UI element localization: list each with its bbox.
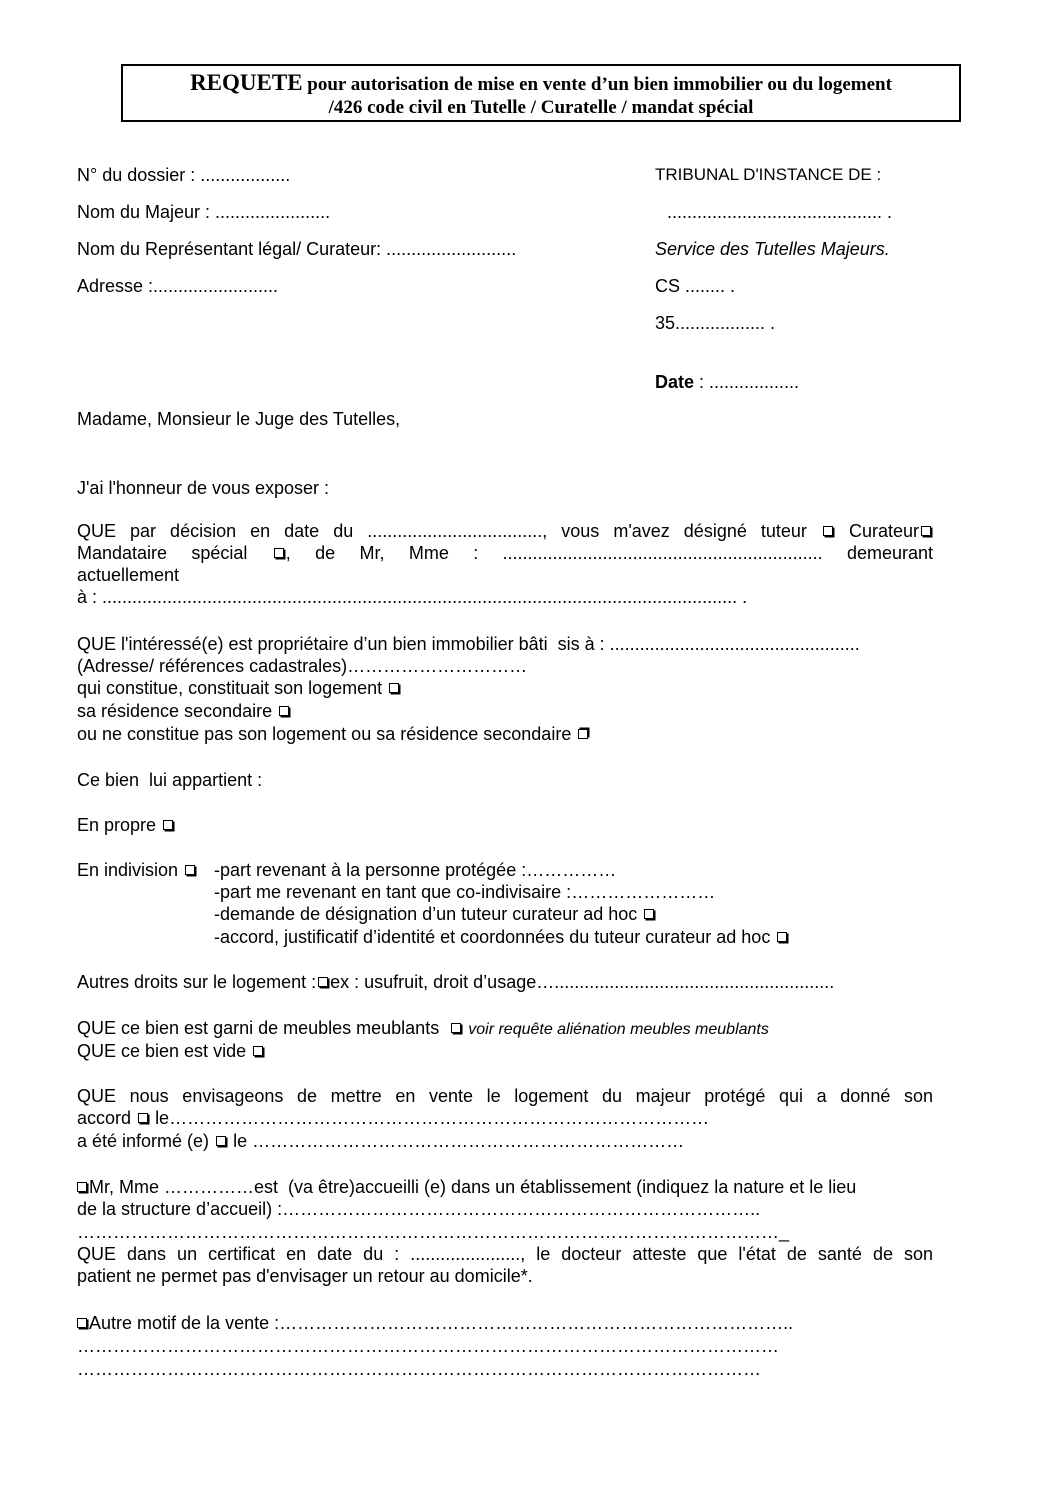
- accueil-text: Mr, Mme ……………est (va être)accueilli (e) dans un établissement (indiquez la nature et le lieu: [89, 1177, 857, 1197]
- checkbox-logement[interactable]: [389, 683, 399, 693]
- actuellement-text: actuellement: [77, 565, 180, 585]
- designation-label: -demande de désignation d’un tuteur curateur ad hoc: [214, 904, 638, 924]
- service-label: Service des Tutelles Majeurs.: [655, 239, 890, 259]
- accord-majeur-label: accord: [77, 1108, 132, 1128]
- residence-option: [77, 700, 291, 722]
- vide-label: QUE ce bien est vide: [77, 1041, 247, 1061]
- propriete-line2[interactable]: (Adresse/ références cadastrales)…………………………: [77, 656, 528, 676]
- curateur-label: Curateur: [848, 521, 919, 541]
- checkbox-accord-majeur[interactable]: [138, 1113, 148, 1123]
- checkbox-accueil[interactable]: [77, 1182, 87, 1192]
- date-dots: : ..................: [694, 372, 800, 392]
- tribunal-label: TRIBUNAL D'INSTANCE DE :: [655, 165, 882, 184]
- structure-field-2[interactable]: ………………………………………………………………………………………………………_: [77, 1222, 790, 1242]
- propriete-line1[interactable]: QUE l'intéressé(e) est propriétaire d’un bien immobilier bâti sis à : ..................................................: [77, 634, 860, 654]
- checkbox-mandataire[interactable]: [274, 548, 284, 558]
- certificat-line1: QUE dans un certificat en date du : ......................, le docteur atteste que l'état de santé de son: [77, 1244, 933, 1264]
- accord-label: -accord, justificatif d’identité et coordonnées du tuteur curateur ad hoc: [214, 927, 771, 947]
- title-rest: pour autorisation de mise en vente d’un bien immobilier ou du logement: [302, 74, 892, 95]
- checkbox-propre[interactable]: [163, 820, 173, 830]
- ni-logement-label: ou ne constitue pas son logement ou sa résidence secondaire: [77, 724, 572, 744]
- garni-label: QUE ce bien est garni de meubles meublants: [77, 1018, 440, 1038]
- dossier-field[interactable]: N° du dossier : ..................: [77, 165, 291, 185]
- domicile-field[interactable]: à : ............................................................................................................................... .: [77, 587, 748, 607]
- indivision-accord: [214, 926, 789, 948]
- garni-option: [77, 1017, 769, 1041]
- accord-option: [77, 1107, 709, 1129]
- title-requete: REQUETE: [190, 70, 303, 95]
- indivision-part-protegee[interactable]: -part revenant à la personne protégée :……………: [214, 860, 617, 880]
- que1-line2: [77, 542, 933, 564]
- structure-field[interactable]: de la structure d’accueil) :……………………………………………………………………..: [77, 1199, 761, 1219]
- logement-option: [77, 677, 401, 699]
- indivision-label: En indivision: [77, 860, 179, 880]
- tribunal-field[interactable]: ........................................... .: [667, 202, 893, 222]
- vide-option: [77, 1040, 265, 1062]
- checkbox-tuteur[interactable]: [823, 526, 833, 536]
- checkbox-informe[interactable]: [216, 1136, 226, 1146]
- date-label: Date: [655, 372, 695, 392]
- que1-text: QUE par décision en date du ..................................., vous m'avez désigné tuteur: [77, 521, 807, 541]
- residence-label: sa résidence secondaire: [77, 701, 273, 721]
- mandataire-label: Mandataire spécial: [77, 543, 248, 563]
- majeur-field[interactable]: Nom du Majeur : .......................: [77, 202, 331, 222]
- code-field[interactable]: 35.................. .: [655, 313, 776, 333]
- motif-line-3[interactable]: ……………………………………………………………………………………………………: [77, 1359, 761, 1379]
- honneur-text: J'ai l'honneur de vous exposer :: [77, 478, 330, 498]
- representant-field[interactable]: Nom du Représentant légal/ Curateur: ..........................: [77, 239, 517, 259]
- autres-field[interactable]: ex : usufruit, droit d’usage…........................................................: [330, 972, 835, 992]
- checkbox-residence[interactable]: [279, 706, 289, 716]
- accueil-option: [77, 1176, 856, 1198]
- title-box: [121, 64, 961, 122]
- date-field[interactable]: [655, 371, 799, 393]
- logement-label: qui constitue, constituait son logement: [77, 678, 383, 698]
- certificat-line2: patient ne permet pas d'envisager un retour au domicile*.: [77, 1266, 533, 1286]
- checkbox-autres-droits[interactable]: [318, 977, 328, 987]
- envisageons-text: QUE nous envisageons de mettre en vente le logement du majeur protégé qui a donné son: [77, 1086, 933, 1106]
- mr-mme-field[interactable]: , de Mr, Mme : ................................................................ demeurant: [285, 543, 933, 563]
- indivision-designation: [214, 903, 656, 925]
- informe-option: [77, 1130, 684, 1152]
- checkbox-autre-motif[interactable]: [77, 1318, 87, 1328]
- garni-note: voir requête aliénation meubles meublants: [468, 1021, 769, 1038]
- propre-label: En propre: [77, 815, 157, 835]
- appartient-text: Ce bien lui appartient :: [77, 770, 263, 790]
- cs-field[interactable]: CS ........ .: [655, 276, 736, 296]
- checkbox-accord-adhoc[interactable]: [777, 932, 787, 942]
- autres-label: Autres droits sur le logement :: [77, 972, 317, 992]
- indivision-option: [77, 859, 197, 881]
- que1-line1: [77, 520, 933, 542]
- autre-motif-option: [77, 1312, 793, 1334]
- checkbox-garni[interactable]: [451, 1023, 461, 1033]
- checkbox-curateur[interactable]: [921, 526, 931, 536]
- informe-date-field[interactable]: le ………………………………………………………………: [233, 1131, 685, 1151]
- salutation: Madame, Monsieur le Juge des Tutelles,: [77, 409, 401, 429]
- autres-droits: [77, 971, 834, 993]
- checkbox-indivision[interactable]: [185, 865, 195, 875]
- informe-label: a été informé (e): [77, 1131, 210, 1151]
- adresse-field[interactable]: Adresse :.........................: [77, 276, 279, 296]
- accord-date-field[interactable]: le………………………………………………………………………………: [155, 1108, 710, 1128]
- propre-option: [77, 814, 175, 836]
- checkbox-vide[interactable]: [253, 1046, 263, 1056]
- autre-motif-field[interactable]: Autre motif de la vente :…………………………………………………………………………..: [89, 1313, 794, 1333]
- indivision-part-coindivisaire[interactable]: -part me revenant en tant que co-indivisaire :……………………: [214, 882, 716, 902]
- ni-logement-option: [77, 723, 590, 745]
- title-line-2: /426 code civil en Tutelle / Curatelle / mandat spécial: [328, 97, 754, 118]
- checkbox-designation[interactable]: [644, 909, 654, 919]
- motif-line-2[interactable]: ………………………………………………………………………………………………………: [77, 1336, 779, 1356]
- title-line-1: [123, 71, 959, 96]
- checkbox-ni-logement[interactable]: [578, 729, 588, 739]
